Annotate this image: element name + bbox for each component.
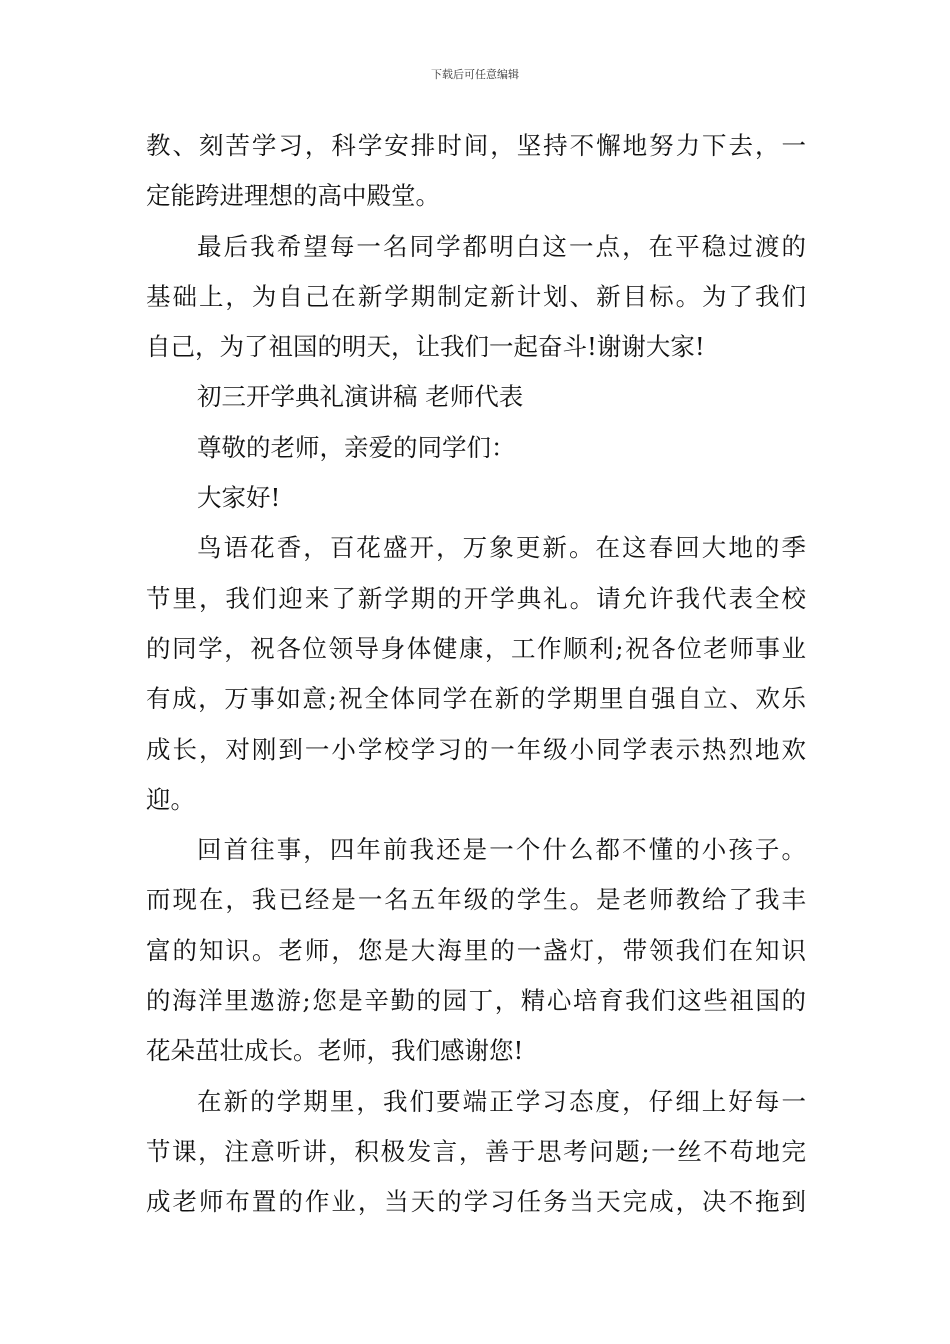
text-line: 基础上，为自己在新学期制定新计划、新目标。为了我们 — [146, 281, 806, 311]
text-line: 花朵茁壮成长。老师，我们感谢您! — [146, 1036, 524, 1066]
document-body — [146, 121, 806, 1228]
text-line: 的海洋里遨游;您是辛勤的园丁，精心培育我们这些祖国的 — [146, 986, 806, 1016]
text-line: 自己，为了祖国的明天，让我们一起奋斗!谢谢大家! — [146, 332, 705, 362]
text-line: 教、刻苦学习，科学安排时间，坚持不懈地努力下去，一 — [146, 131, 806, 160]
text-line: 成长，对刚到一小学校学习的一年级小同学表示热烈地欢 — [146, 734, 806, 764]
text-line: 而现在，我已经是一名五年级的学生。是老师教给了我丰 — [146, 885, 806, 915]
salutation: 尊敬的老师，亲爱的同学们： — [197, 432, 516, 462]
text-line: 成老师布置的作业，当天的学习任务当天完成，决不拖到 — [146, 1187, 806, 1217]
page-header: 下载后可任意编辑 — [431, 68, 519, 81]
greeting: 大家好! — [197, 483, 281, 513]
text-line: 回首往事，四年前我还是一个什么都不懂的小孩子。 — [197, 835, 806, 865]
text-line: 最后我希望每一名同学都明白这一点，在平稳过渡的 — [197, 231, 806, 261]
text-line: 鸟语花香，百花盛开，万象更新。在这春回大地的季 — [197, 533, 806, 563]
text-line: 有成，万事如意;祝全体同学在新的学期里自强自立、欢乐 — [146, 684, 806, 714]
text-line: 的同学，祝各位领导身体健康，工作顺利;祝各位老师事业 — [146, 633, 806, 663]
text-line: 在新的学期里，我们要端正学习态度，仔细上好每一 — [197, 1086, 806, 1116]
text-line: 定能跨进理想的高中殿堂。 — [146, 181, 440, 211]
text-line: 节课，注意听讲，积极发言，善于思考问题;一丝不苟地完 — [146, 1136, 806, 1166]
text-line: 节里，我们迎来了新学期的开学典礼。请允许我代表全校 — [146, 583, 806, 613]
text-line: 富的知识。老师，您是大海里的一盏灯，带领我们在知识 — [146, 935, 806, 965]
text-line: 迎。 — [146, 784, 195, 814]
speech-title: 初三开学典礼演讲稿 老师代表 — [197, 382, 524, 412]
